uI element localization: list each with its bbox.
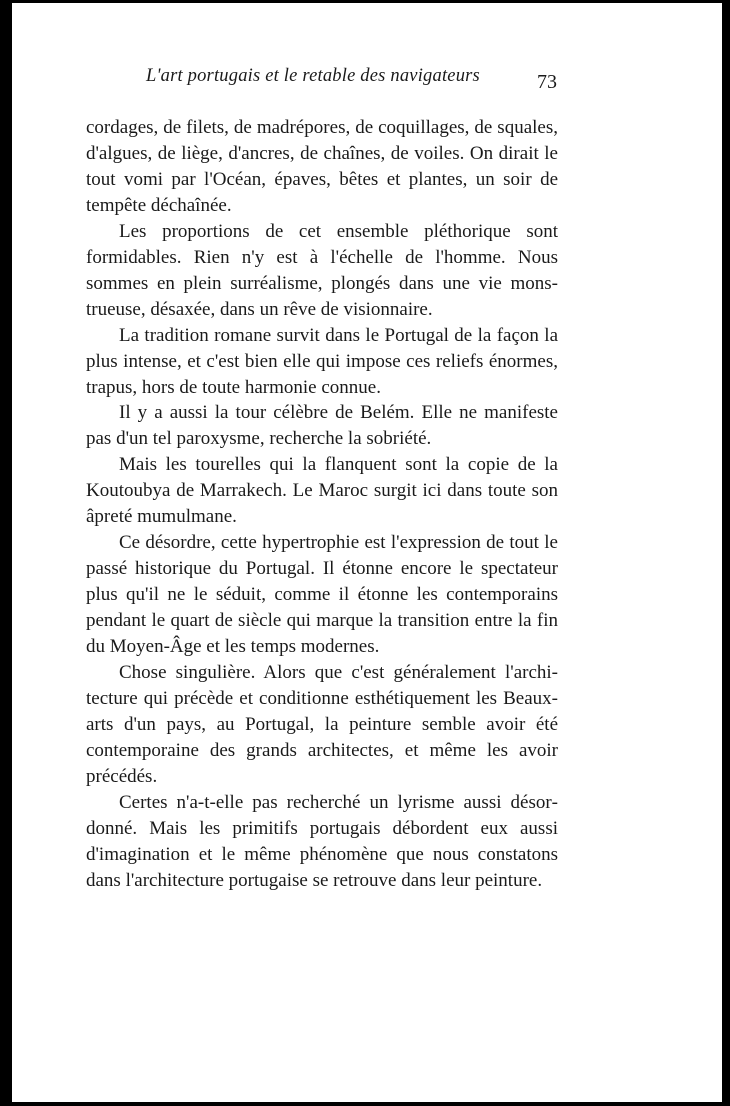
- paragraph-3: La tradition romane survit dans le Portugal de la façon la plus intense, et c'est bien elle qui impose ces reliefs énormes, trapus, hors de toute harmonie connue.: [86, 324, 558, 398]
- running-head: [0, 66, 730, 96]
- scan-border-right: [722, 0, 730, 1106]
- paragraph-1: cordages, de filets, de madrépores, de coquillages, de squales, d'algues, de liège, d'ancres, de chaînes, de voiles. On dirait le tout vomi par l'Océan, épaves, bêtes et plantes, un soir de tempête déchaînée.: [86, 117, 558, 216]
- paragraph-7: Chose singulière. Alors que c'est généralement l'architecture qui précède et conditionne esthétiquement les Beaux-arts d'un pays, au Portugal, la peinture semble avoir été contemporaine des grands architectes, et même les avoir précédés.: [86, 662, 558, 787]
- scan-border-top: [0, 0, 730, 3]
- paragraph-2: Les proportions de cet ensemble pléthorique sont formidables. Rien n'y est à l'échelle de l'homme. Nous sommes en plein surréalisme, plongés dans une vie monstrueuse, désaxée, dans un rêve de visionnaire.: [86, 220, 558, 320]
- running-title: L'art portugais et le retable des navigateurs: [146, 66, 480, 86]
- paragraph-5: Mais les tourelles qui la flanquent sont la copie de la Koutoubya de Marrakech. Le Maroc surgit ici dans toute son âpreté mumulmane.: [86, 454, 558, 528]
- paragraph-4: Il y a aussi la tour célèbre de Belém. Elle ne manifeste pas d'un tel paroxysme, recherche la sobriété.: [86, 402, 558, 450]
- scan-border-bottom: [0, 1102, 730, 1106]
- paragraph-8: Certes n'a-t-elle pas recherché un lyrisme aussi désordonné. Mais les primitifs portugais débordent eux aussi d'imagination et le même phénomène que nous constatons dans l'architecture portugaise se retrouve dans leur peinture.: [86, 791, 558, 891]
- scan-border-left: [0, 0, 12, 1106]
- body-text: [86, 115, 558, 894]
- page-number: 73: [537, 71, 557, 93]
- paragraph-6: Ce désordre, cette hypertrophie est l'expression de tout le passé historique du Portugal. Il étonne encore le spectateur plus qu'il ne le séduit, comme il étonne les contemporains pendant le quart de siècle qui marque la transition entre la fin du Moyen-Âge et les temps modernes.: [86, 532, 558, 658]
